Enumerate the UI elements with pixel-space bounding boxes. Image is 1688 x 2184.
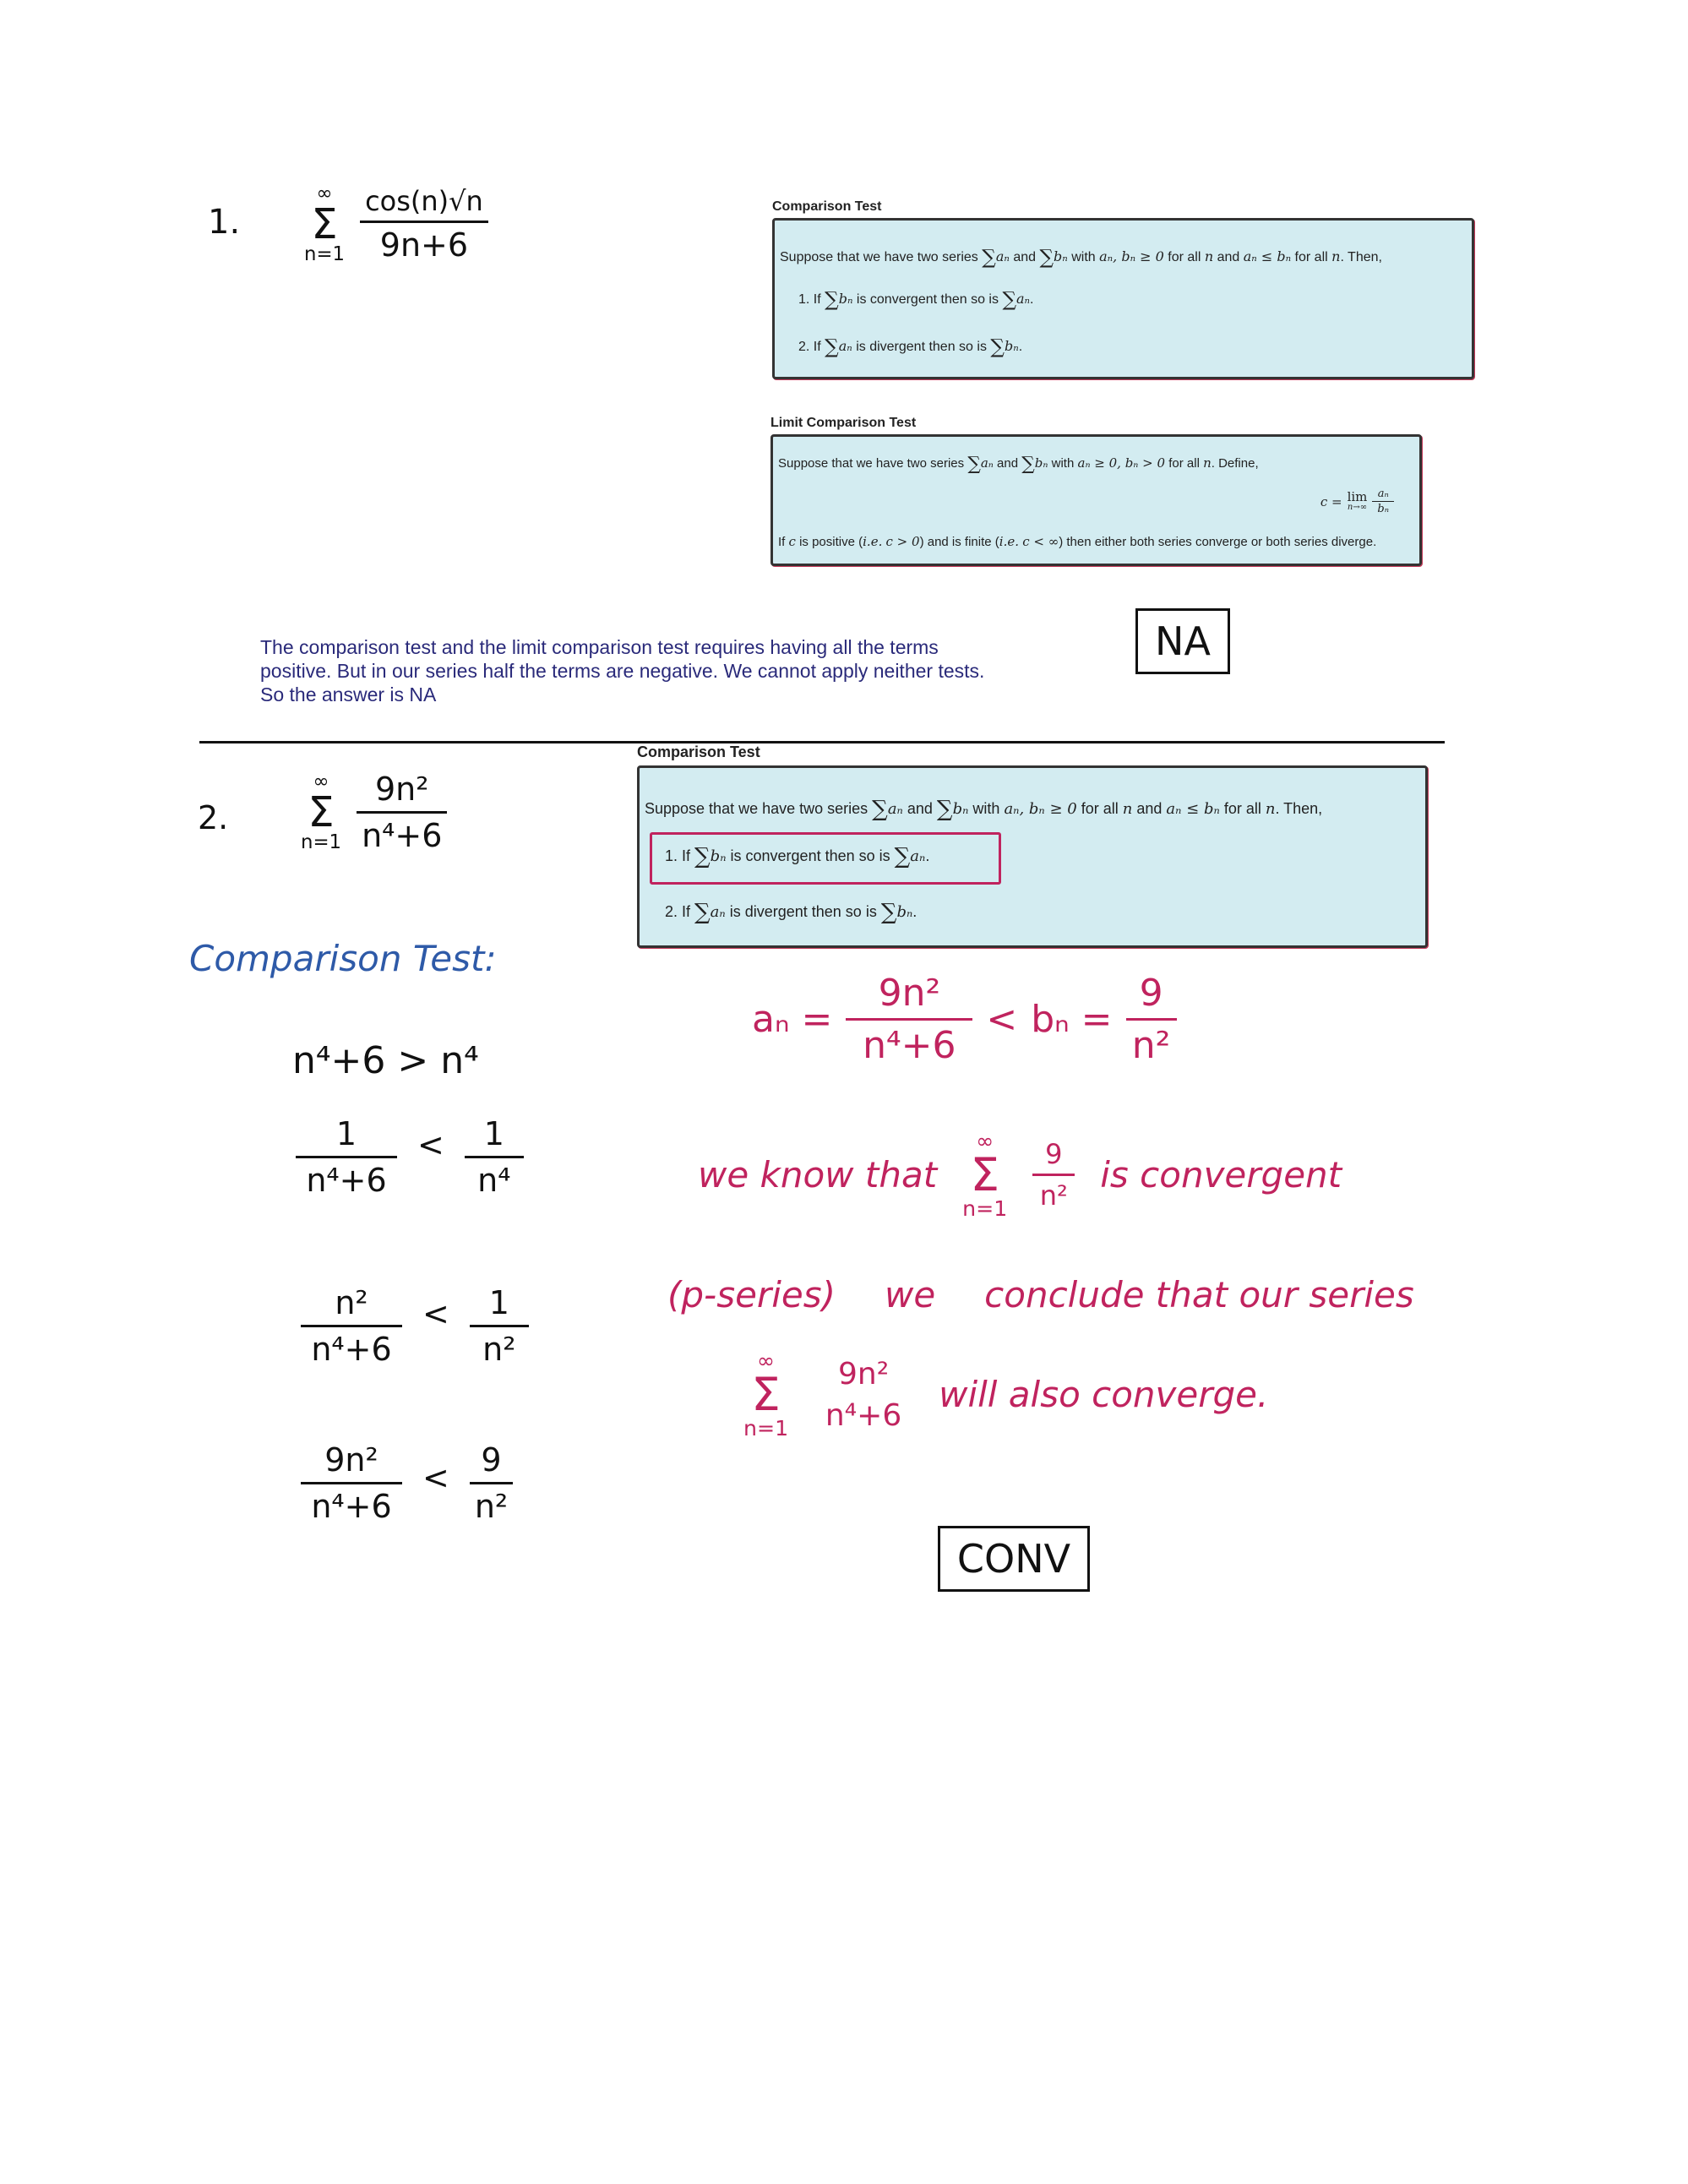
work-heading: Comparison Test: (189, 938, 497, 979)
comparison-item-1: 1. If ∑bₙ is convergent then so is ∑aₙ. (665, 844, 930, 869)
comparison-test-panel-2 (637, 765, 1428, 948)
comparison-test-panel (772, 218, 1474, 379)
comparison-intro: Suppose that we have two series ∑aₙ and ∑bₙ with aₙ, bₙ ≥ 0 for all n and aₙ ≤ bₙ for all n. Then, (780, 246, 1382, 269)
term-denominator: n⁴+6 (362, 817, 443, 854)
limit-comparison-intro: Suppose that we have two series ∑aₙ and ∑bₙ with aₙ ≥ 0, bₙ > 0 for all n. Define, (778, 454, 1259, 475)
sum-upper-limit: ∞ (316, 182, 333, 204)
problem-1-series (304, 184, 488, 264)
limit-comparison-conclusion: If c is positive (i.e. c > 0) and is finite (i.e. c < ∞) then either both series converge or both series diverge. (778, 534, 1377, 549)
work-step-4: $\frac{\text{9n²}}{\text{n⁴+6}}$ < $\frac{9}{\text{n²}}$ (301, 1441, 513, 1525)
explanation-line-3: So the answer is NA (260, 684, 437, 705)
an-label: aₙ = (752, 998, 833, 1041)
comparison-intro: Suppose that we have two series ∑aₙ and ∑bₙ with aₙ, bₙ ≥ 0 for all n and aₙ ≤ bₙ for all n. Then, (645, 797, 1323, 822)
sum-lower-limit: n=1 (304, 243, 346, 266)
term-numerator: 9n² (374, 771, 429, 808)
comparison-item-2: 2. If ∑aₙ is divergent then so is ∑bₙ. (798, 335, 1023, 358)
answer-2-box: CONV (938, 1526, 1090, 1592)
sum-upper-limit: ∞ (313, 771, 329, 792)
term-numerator: cos(n)√n (365, 185, 483, 217)
problem-2-series (301, 771, 447, 854)
conclusion-line-2: (p-series) we conclude that our series (667, 1274, 1414, 1315)
an-bn-comparison: aₙ = $\frac{\text{9n²}}{\text{n⁴+6}}$ < bₙ = $\frac{9}{\text{n²}}$ (752, 972, 1177, 1067)
fraction-bar (357, 811, 447, 814)
explanation-line-1: The comparison test and the limit comparison test requires having all the terms (260, 636, 939, 658)
limit-comparison-test-panel (770, 434, 1422, 566)
sum-symbol: Σ (311, 199, 338, 248)
comparison-test-title: Comparison Test (772, 199, 882, 214)
section-divider (199, 741, 1445, 743)
work-step-2: $\frac{1}{\text{n⁴+6}}$ < $\frac{1}{\text{n⁴}}$ (296, 1115, 524, 1199)
problem-2-number: 2. (198, 799, 229, 836)
comparison-item-1: 1. If ∑bₙ is convergent then so is ∑aₙ. (798, 288, 1034, 311)
work-step-3: $\frac{\text{n²}}{\text{n⁴+6}}$ < $\frac{1}{\text{n²}}$ (301, 1284, 529, 1368)
work-step-1: n⁴+6 > n⁴ (292, 1039, 479, 1082)
sigma-notation (301, 772, 341, 852)
conclusion-line-1: we know that ∞ Σ n=1 $\frac{9}{\text{n²}}$ is convergent (698, 1129, 1342, 1221)
series-term-fraction (360, 185, 488, 264)
sum-symbol: Σ (308, 787, 335, 836)
comparison-item-2: 2. If ∑aₙ is divergent then so is ∑bₙ. (665, 900, 918, 925)
sum-lower-limit: n=1 (301, 831, 342, 854)
less-than: < (986, 998, 1018, 1041)
fraction-bar (360, 221, 488, 223)
sigma-notation (304, 184, 345, 264)
limit-definition: c = lim n→∞ $\frac{\text{aₙ}}{\text{bₙ}}$ (1320, 487, 1394, 515)
bn-label: bₙ = (1031, 998, 1113, 1041)
explanation-line-2: positive. But in our series half the terms are negative. We cannot apply neither tests. (260, 660, 985, 682)
limit-comparison-test-title: Limit Comparison Test (770, 416, 917, 430)
series-term-fraction (357, 771, 447, 854)
term-denominator: 9n+6 (379, 226, 469, 264)
answer-1-box: NA (1135, 608, 1230, 674)
problem-1-number: 1. (208, 203, 241, 242)
answer-1-explanation (260, 635, 1105, 706)
conclusion-line-3: ∞ Σ n=1 $\frac{\text{9n²}}{\text{n⁴+6}}$ will also converge. (743, 1348, 1269, 1441)
comparison-test-title-2: Comparison Test (637, 743, 760, 760)
